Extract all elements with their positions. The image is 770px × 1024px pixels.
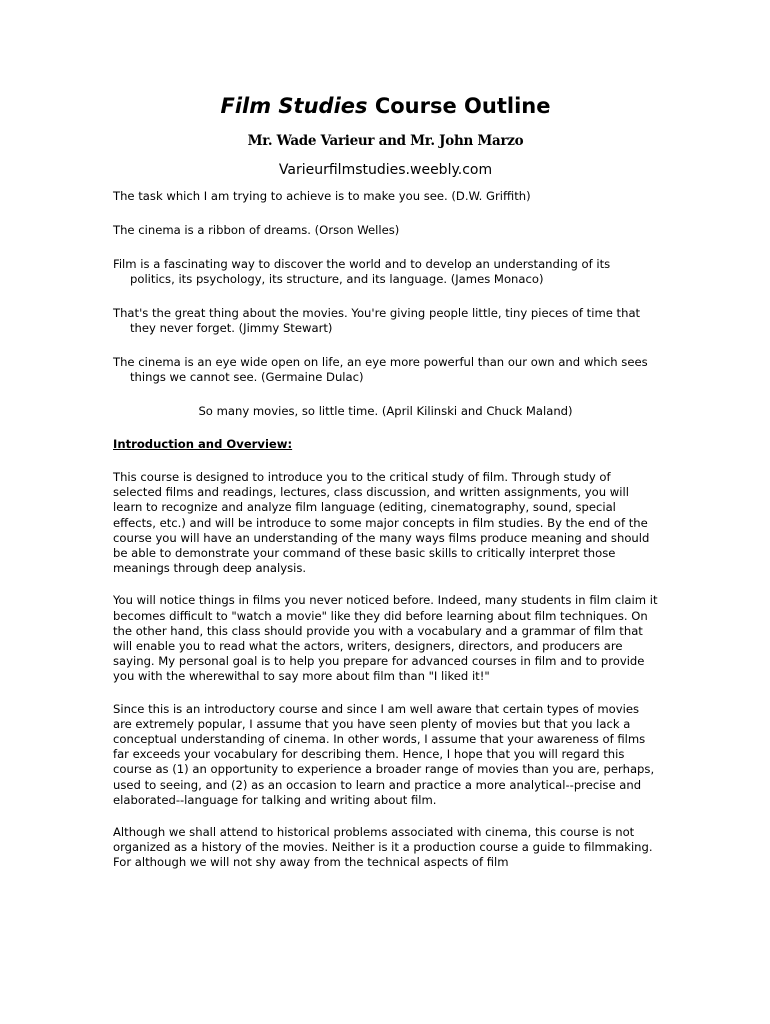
quote-monaco: Film is a fascinating way to discover the world and to develop an understanding of its politics, its psychology, its structure, and its language. (James Monaco)	[113, 257, 611, 286]
authors-line: Mr. Wade Varieur and Mr. John Marzo	[247, 133, 524, 149]
title-italic-part: Film Studies	[220, 94, 368, 118]
paragraph-notice-things: You will notice things in films you never noticed before. Indeed, many students in film claim it becomes difficult to "watch a movie" like they did before learning about film techniques. On the other hand, this class should provide you with a vocabulary and a grammar of film that will enable you to read what the actors, writers, designers, directors, and producers are saying. My personal goal is to help you prepare for advanced courses in film and to provide you with the wherewithal to say more about film than "I liked it!"	[113, 593, 658, 684]
quote-stewart: That's the great thing about the movies. You're giving people little, tiny pieces of time that they never forget. (Jimmy Stewart)	[113, 306, 641, 335]
quote-welles: The cinema is a ribbon of dreams. (Orson Welles)	[113, 223, 400, 237]
quote-dulac: The cinema is an eye wide open on life, an eye more powerful than our own and which sees things we cannot see. (Germaine Dulac)	[113, 355, 648, 384]
document-title	[113, 92, 658, 120]
paragraph-course-design: This course is designed to introduce you to the critical study of film. Through study of selected films and readings, lectures, class discussion, and written assignments, you will learn to recognize and analyze film language (editing, cinematography, sound, special effects, etc.) and will be introduce to some major concepts in film studies. By the end of the course you will have an understanding of the many ways films produce meaning and should be able to demonstrate your command of these basic skills to critically interpret those meanings through deep analysis.	[113, 470, 650, 576]
document-page	[113, 92, 658, 888]
title-rest-part: Course Outline	[367, 94, 551, 118]
quote-kilinski-maland: So many movies, so little time. (April Kilinski and Chuck Maland)	[198, 404, 573, 418]
section-heading: Introduction and Overview:	[113, 437, 293, 451]
quote-griffith: The task which I am trying to achieve is to make you see. (D.W. Griffith)	[113, 189, 531, 203]
website-line: Varieurfilmstudies.weebly.com	[278, 162, 493, 178]
paragraph-historical-problems: Although we shall attend to historical problems associated with cinema, this course is not organized as a history of the movies. Neither is it a production course a guide to filmmaking. For although we will not shy away from the technical aspects of film	[113, 825, 653, 870]
paragraph-introductory-course: Since this is an introductory course and since I am well aware that certain types of movies are extremely popular, I assume that you have seen plenty of movies but that you lack a conceptual understanding of cinema. In other words, I assume that your awareness of films far exceeds your vocabulary for describing them. Hence, I hope that you will regard this course as (1) an opportunity to experience a broader range of movies than you are, perhaps, used to seeing, and (2) as an occasion to learn and practice a more analytical--precise and elaborated--language for talking and writing about film.	[113, 701, 655, 807]
